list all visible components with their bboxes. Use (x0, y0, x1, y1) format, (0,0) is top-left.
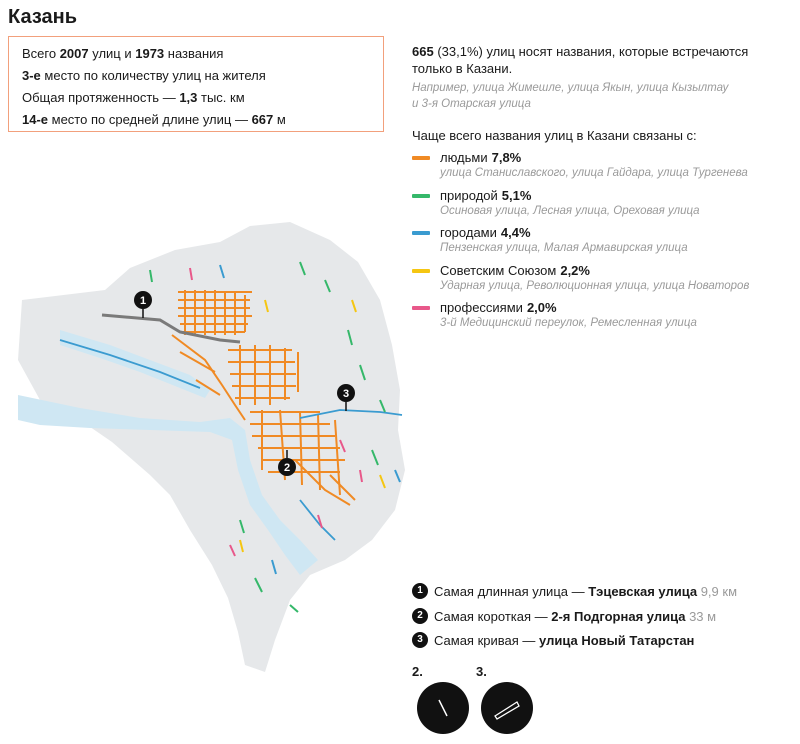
legend-label: людьми (440, 150, 488, 165)
page-title: Казань (8, 6, 77, 28)
record-longest: 1 Самая длинная улица — Тэцевская улица 9,9 км (412, 583, 792, 608)
record-shortest: 2 Самая короткая — 2-я Подгорная улица 33 м (412, 608, 792, 633)
legend-swatch (412, 156, 430, 160)
legend-item-cities (412, 225, 797, 263)
legend-percent: 7,8% (491, 150, 522, 165)
legend-percent: 4,4% (500, 225, 531, 240)
legend-swatch (412, 231, 430, 235)
legend-swatch (412, 269, 430, 273)
legend (412, 150, 797, 338)
associations-title: Чаще всего названия улиц в Казани связаны с: (412, 128, 697, 143)
stats-box (8, 36, 384, 132)
unique-names-examples: Например, улица Жимешле, улица Якын, улица Кызылтау и 3-я Отарская улица (412, 82, 729, 110)
city-map (0, 215, 410, 715)
record-number: 3 (412, 632, 428, 648)
legend-example: Осиновая улица, Лесная улица, Ореховая улица (440, 204, 700, 217)
legend-percent: 5,1% (501, 187, 532, 203)
shortest-street-shape-icon (417, 682, 469, 734)
legend-example: Ударная улица, Революционная улица, улица Новаторов (440, 279, 750, 292)
city-territory (18, 222, 405, 672)
mini-shape-label: 3. (476, 664, 487, 679)
legend-label: Советским Союзом (440, 262, 557, 278)
legend-item-nature (412, 188, 797, 226)
crooked-street-shape-icon (481, 682, 533, 734)
unique-names-block (412, 43, 792, 112)
record-number: 1 (412, 583, 428, 599)
legend-label: природой (440, 187, 498, 203)
legend-example: Пензенская улица, Малая Армавирская улица (440, 242, 688, 254)
map-marker-label: 3 (342, 388, 350, 400)
stat-per-capita: 3-е место по количеству улиц на жителя (22, 68, 266, 83)
mini-shape-2 (412, 664, 423, 679)
legend-swatch (412, 306, 430, 310)
legend-swatch (412, 194, 430, 198)
legend-item-professions (412, 300, 797, 338)
record-number: 2 (412, 608, 428, 624)
legend-example: улица Станиславского, улица Гайдара, улица Тургенева (440, 167, 748, 179)
map-marker-label: 2 (283, 462, 291, 474)
legend-percent: 2,2% (560, 262, 590, 278)
legend-example: 3-й Медицинский переулок, Ремесленная улица (440, 317, 697, 329)
legend-percent: 2,0% (526, 300, 557, 315)
records-list (412, 583, 792, 657)
record-crookedest: 3 Самая кривая — улица Новый Татарстан (412, 632, 792, 657)
legend-item-ussr (412, 263, 797, 301)
legend-label: городами (440, 225, 497, 240)
stat-total-length: Общая протяженность — 1,3 тыс. км (22, 90, 245, 105)
mini-shape-label: 2. (412, 664, 423, 679)
legend-item-people (412, 150, 797, 188)
legend-label: профессиями (440, 300, 523, 315)
stat-avg-length: 14-е место по средней длине улиц — 667 м (22, 112, 286, 127)
stat-total-streets: Всего 2007 улиц и 1973 названия (22, 46, 224, 61)
unique-names-text: 665 (33,1%) улиц носят названия, которые встречаются только в Казани. (412, 44, 749, 76)
map-marker-label: 1 (139, 295, 147, 307)
mini-shape-3 (476, 664, 487, 679)
